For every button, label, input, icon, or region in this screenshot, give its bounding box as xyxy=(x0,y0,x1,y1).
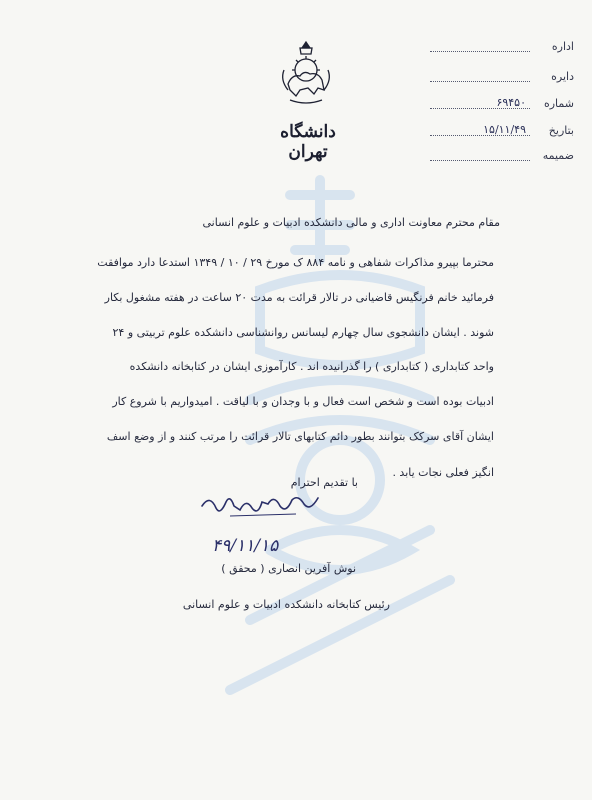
department-field xyxy=(424,70,574,88)
department-label: دایره xyxy=(551,70,574,83)
number-label: شماره xyxy=(543,97,574,110)
university-name: دانشگاه تهران xyxy=(280,122,336,162)
body-line-2: فرمائید خانم فرنگیس قاضیانی در تالار قرائت به مدت ۲۰ ساعت در هفته مشغول بکار xyxy=(104,291,494,304)
date-label: بتاریخ xyxy=(548,124,574,137)
lion-and-sun-crest-icon xyxy=(278,40,334,110)
closing: با تقدیم احترام xyxy=(290,476,358,489)
attachment-label: ضمیمه xyxy=(542,149,574,162)
attachment-dotted-line xyxy=(430,160,530,161)
department-dotted-line xyxy=(430,81,530,82)
office-label: اداره xyxy=(551,40,574,53)
body-line-7: انگیز فعلی نجات یابد . xyxy=(392,466,494,479)
office-dotted-line xyxy=(430,51,530,52)
office-field xyxy=(424,40,574,58)
salutation: مقام محترم معاونت اداری و مالی دانشکده ادبیات و علوم انسانی xyxy=(202,216,500,229)
body-line-3: شوند . ایشان دانشجوی سال چهارم لیسانس روانشناسی دانشکده علوم تربیتی و ۲۴ xyxy=(112,326,494,339)
number-value: ۶۹۴۵۰ xyxy=(496,96,526,109)
body-line-5: ادبیات بوده است و شخص است فعال و با وجدان و با لیاقت . امیدواریم با شروع کار xyxy=(112,395,494,408)
body-line-1: محترما بپیرو مذاکرات شفاهی و نامه ۸۸۴ ک مورخ ۲۹ / ۱۰ / ۱۳۴۹ استدعا دارد موافقت xyxy=(97,256,494,269)
signatory-title: رئیس کتابخانه دانشکده ادبیات و علوم انسانی xyxy=(182,598,390,611)
date-field xyxy=(424,124,574,142)
date-value: ۱۵/۱۱/۴۹ xyxy=(483,123,526,136)
handwritten-date: ۴۹/۱۱/۱۵ xyxy=(212,536,279,556)
signatory-name: نوش آفرین انصاری ( محقق ) xyxy=(221,562,356,575)
attachment-field xyxy=(424,149,574,167)
number-field xyxy=(424,97,574,115)
body-line-4: واحد کتابداری ( کتابداری ) را گذرانیده اند . کارآموزی ایشان در کتابخانه دانشکده xyxy=(129,360,494,373)
handwritten-signature xyxy=(200,488,320,520)
body-line-6: ایشان آقای سرکک بتوانند بطور دائم کتابهای تالار قرائت را مرتب کنند و از وضع اسف xyxy=(106,430,494,443)
